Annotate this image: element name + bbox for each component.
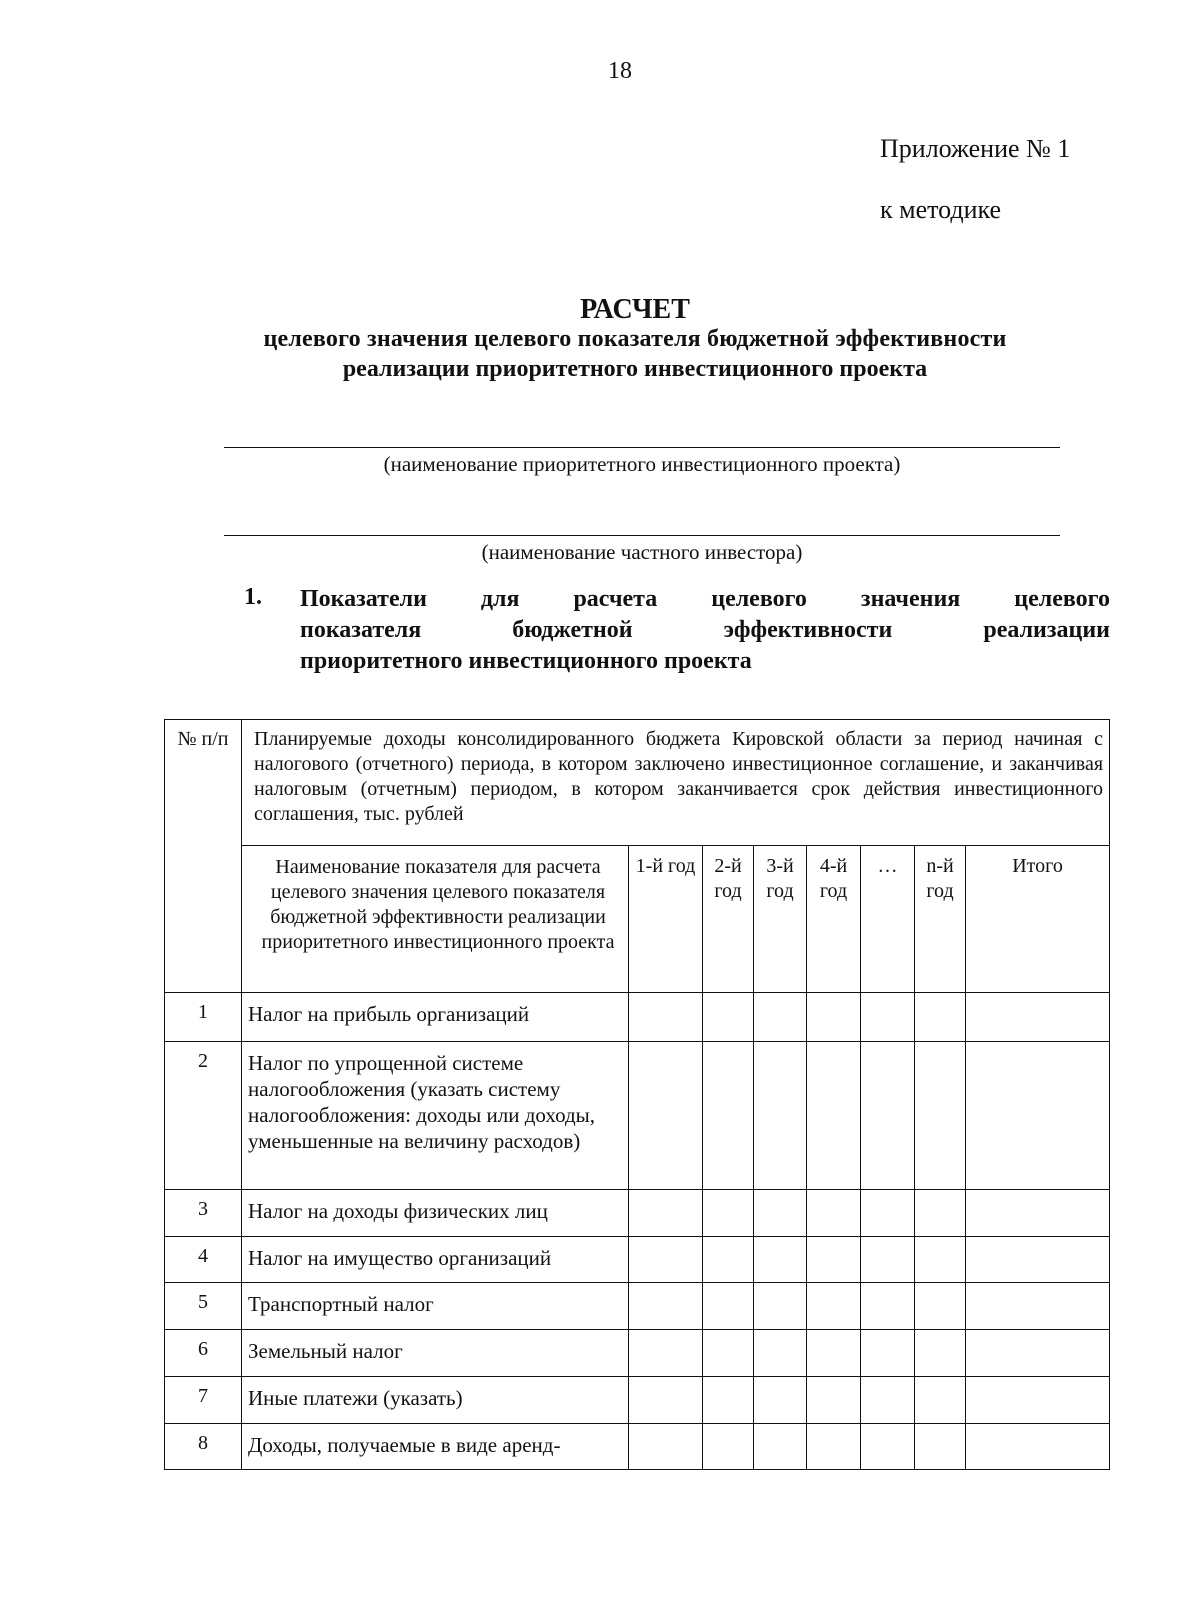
row-number: 3 (165, 1190, 242, 1237)
heading-word: Показатели (300, 586, 427, 612)
value-cell (754, 1377, 807, 1424)
value-cell (966, 1424, 1110, 1470)
row-number: 6 (165, 1330, 242, 1377)
value-cell (754, 1237, 807, 1283)
heading-word: показателя (300, 617, 422, 643)
value-cell (629, 993, 703, 1042)
value-cell (629, 1190, 703, 1237)
row-number: 8 (165, 1424, 242, 1470)
table-row (165, 993, 1110, 1042)
value-cell (754, 993, 807, 1042)
investor-name-line (224, 535, 1060, 536)
investor-name-caption: (наименование частного инвестора) (481, 540, 803, 564)
table-subheader-row (165, 846, 1110, 993)
row-name: Транспортный налог (242, 1283, 629, 1330)
section-heading-line-2 (300, 615, 1110, 646)
total-header: Итого (966, 846, 1110, 993)
value-cell (915, 1377, 966, 1424)
heading-word: целевого (711, 586, 807, 612)
year-1-header: 1-й год (629, 846, 703, 993)
value-cell (807, 1237, 861, 1283)
value-cell (807, 1330, 861, 1377)
value-cell (754, 1424, 807, 1470)
value-cell (807, 993, 861, 1042)
value-cell (915, 1237, 966, 1283)
value-cell (807, 1283, 861, 1330)
heading-word: значения (860, 586, 961, 612)
page-number: 18 (608, 58, 632, 84)
table-row (165, 1190, 1110, 1237)
project-name-line (224, 447, 1060, 448)
value-cell (807, 1424, 861, 1470)
value-cell (703, 1377, 754, 1424)
value-cell (915, 1283, 966, 1330)
value-cell (754, 1283, 807, 1330)
table-row (165, 1424, 1110, 1470)
value-cell (703, 1424, 754, 1470)
heading-word: эффективности (723, 617, 893, 643)
heading-word: целевого (1014, 586, 1110, 612)
value-cell (915, 1330, 966, 1377)
row-number: 5 (165, 1283, 242, 1330)
appendix-label: Приложение № 1 (880, 134, 1071, 163)
year-n-header: n-й год (915, 846, 966, 993)
value-cell (629, 1237, 703, 1283)
row-name: Налог на прибыль организаций (242, 993, 629, 1042)
value-cell (966, 1237, 1110, 1283)
heading-word: бюджетной (512, 617, 633, 643)
value-cell (861, 1424, 915, 1470)
row-number: 2 (165, 1042, 242, 1190)
value-cell (807, 1190, 861, 1237)
value-cell (703, 1237, 754, 1283)
value-cell (966, 1330, 1110, 1377)
value-cell (966, 1377, 1110, 1424)
value-cell (861, 1330, 915, 1377)
row-number: 1 (165, 993, 242, 1042)
appendix-reference: к методике (880, 195, 1002, 224)
value-cell (915, 993, 966, 1042)
value-cell (861, 1237, 915, 1283)
value-cell (861, 1042, 915, 1190)
value-cell (703, 1283, 754, 1330)
value-cell (629, 1042, 703, 1190)
value-cell (754, 1190, 807, 1237)
value-cell (861, 1377, 915, 1424)
value-cell (915, 1190, 966, 1237)
project-name-caption: (наименование приоритетного инвестиционного проекта) (383, 452, 901, 476)
value-cell (915, 1042, 966, 1190)
row-name: Земельный налог (242, 1330, 629, 1377)
year-2-header: 2-й год (703, 846, 754, 993)
ellipsis-header: … (861, 846, 915, 993)
indicator-name-header: Наименование показателя для расчета целевого значения целевого показателя бюджетной эффективности реализации приоритетного инвестиционного проекта (242, 846, 629, 993)
document-subtitle-line-2: реализации приоритетного инвестиционного проекта (342, 356, 928, 382)
heading-word: для (480, 586, 520, 612)
heading-word: расчета (573, 586, 658, 612)
heading-word: реализации (983, 617, 1110, 643)
row-name: Иные платежи (указать) (242, 1377, 629, 1424)
value-cell (703, 1190, 754, 1237)
value-cell (807, 1042, 861, 1190)
section-heading-line-3: приоритетного инвестиционного проекта (300, 648, 752, 674)
value-cell (754, 1042, 807, 1190)
value-cell (861, 1283, 915, 1330)
table-row (165, 1330, 1110, 1377)
row-number: 4 (165, 1237, 242, 1283)
value-cell (703, 1042, 754, 1190)
value-cell (703, 993, 754, 1042)
value-cell (629, 1283, 703, 1330)
value-cell (966, 1042, 1110, 1190)
indicators-table (164, 719, 1110, 1470)
document-subtitle-line-1: целевого значения целевого показателя бюджетной эффективности (263, 326, 1007, 352)
num-header: № п/п (177, 728, 229, 750)
planned-income-header: Планируемые доходы консолидированного бюджета Кировской области за период начиная с налогового (отчетного) периода, в котором заключено инвестиционное соглашение, и заканчивая налоговым (отчетным) периодом, в котором заканчивается срок действия инвестиционного соглашения, тыс. рублей (242, 720, 1110, 846)
table-row (165, 1377, 1110, 1424)
value-cell (629, 1424, 703, 1470)
row-number: 7 (165, 1377, 242, 1424)
year-4-header: 4-й год (807, 846, 861, 993)
table-row (165, 1237, 1110, 1283)
value-cell (966, 1283, 1110, 1330)
value-cell (629, 1377, 703, 1424)
value-cell (915, 1424, 966, 1470)
year-3-header: 3-й год (754, 846, 807, 993)
value-cell (703, 1330, 754, 1377)
section-number: 1. (244, 584, 262, 610)
row-name: Налог по упрощенной системе налогообложения (указать систему налогообложения: доходы или доходы, уменьшенные на величину расходов) (242, 1042, 629, 1190)
value-cell (754, 1330, 807, 1377)
value-cell (807, 1377, 861, 1424)
row-name: Доходы, получаемые в виде аренд- (242, 1424, 629, 1470)
value-cell (629, 1330, 703, 1377)
row-name: Налог на имущество организаций (242, 1237, 629, 1283)
value-cell (966, 1190, 1110, 1237)
document-title: РАСЧЕТ (580, 294, 690, 325)
table-row (165, 1042, 1110, 1190)
section-heading-line-1 (300, 584, 1110, 615)
section-heading (300, 584, 1110, 677)
value-cell (966, 993, 1110, 1042)
value-cell (861, 1190, 915, 1237)
value-cell (861, 993, 915, 1042)
num-header-cell (165, 720, 242, 993)
table-header-row (165, 720, 1110, 846)
row-name: Налог на доходы физических лиц (242, 1190, 629, 1237)
table-row (165, 1283, 1110, 1330)
